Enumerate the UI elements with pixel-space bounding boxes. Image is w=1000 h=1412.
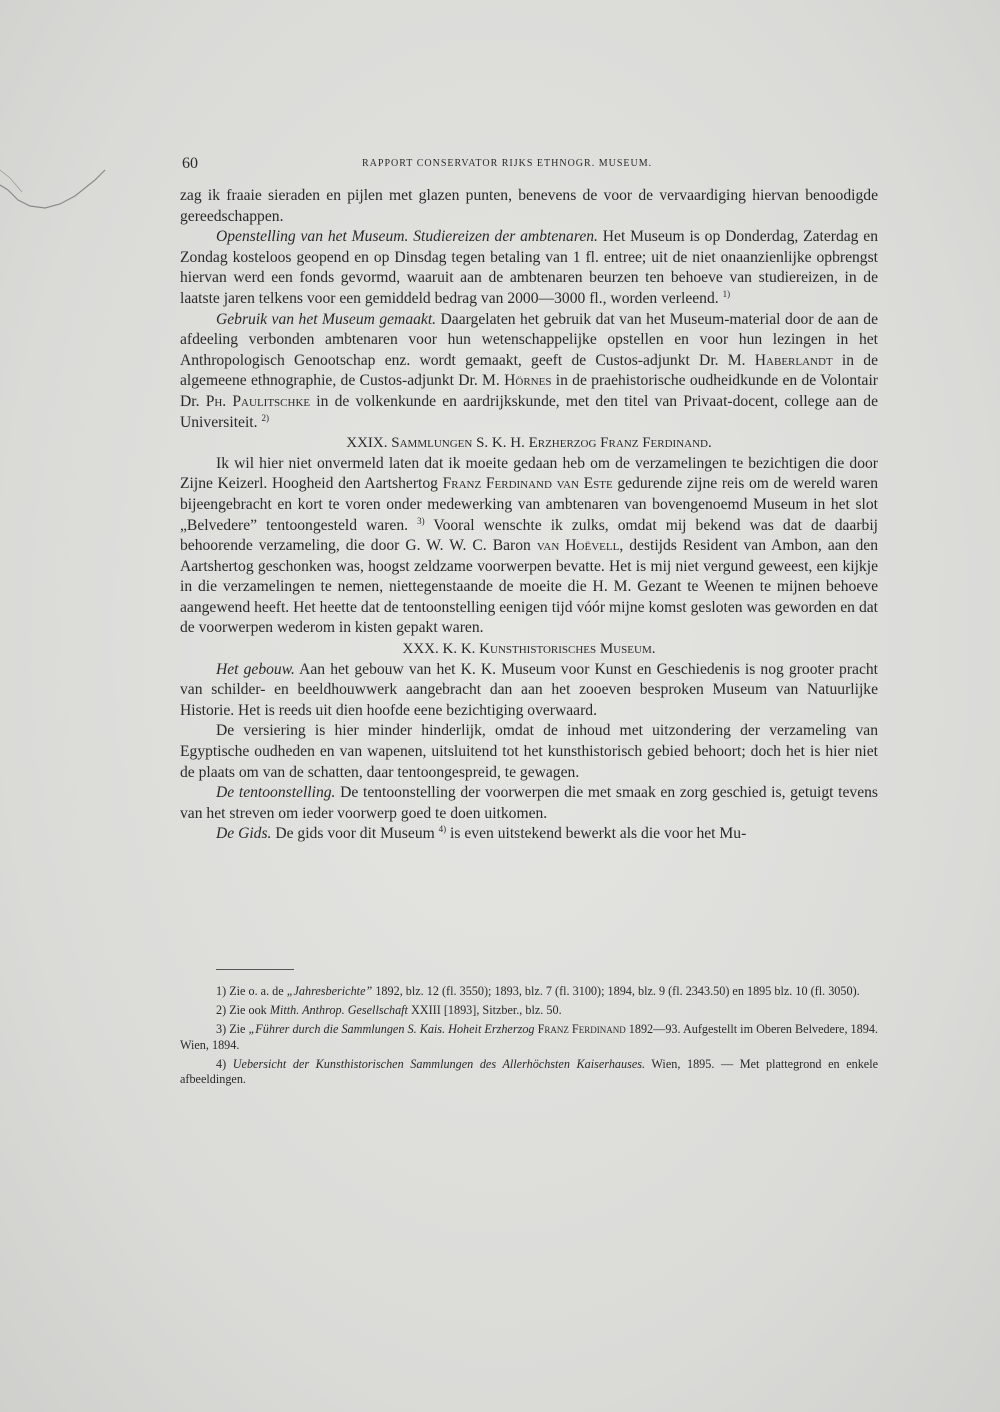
paragraph-text: zag ik fraaie sieraden en pijlen met glazen punten, benevens de voor de vervaardiging hiervan benoodigde gereedschappen.: [180, 187, 878, 225]
paragraph-title: Gebruik van het Museum gemaakt.: [216, 310, 437, 328]
paragraph-text: in de praehistorische oudheidkunde en de Volontair Dr.: [180, 372, 878, 410]
paragraph-title: Openstelling van het Museum. Studiereizen der ambtenaren.: [216, 228, 598, 246]
paragraph-gids: [180, 824, 878, 845]
paragraph-text: Ik wil hier niet onvermeld laten dat ik moeite gedaan heb om de verzamelingen te bezichtigen die door Zijne Keizerl. Hoogheid den Aartshertog: [180, 454, 878, 493]
footnotes: [180, 984, 878, 1091]
main-text: [180, 186, 878, 845]
person-name: Franz Ferdinand: [534, 1022, 626, 1037]
paragraph-text: De tentoonstelling der voorwerpen die met smaak en zorg geschied is, getuigt tevens van het streven om ieder voorwerp goed te doen uitkomen.: [180, 784, 878, 822]
footnote-2: [180, 1003, 878, 1018]
person-name: Ph. Paulitschke: [205, 392, 311, 410]
paragraph-text: Daargelaten het gebruik dat van het Museum-material door de aan de afdeeling verbonden ambtenaren voor hun wetenschappelijke opstellen en voor hun lezingen in het Anthropologisch Genootschap enz. wordt gemaakt, geeft de Custos-adjunkt Dr. M.: [180, 310, 878, 369]
paragraph-text: gedurende zijne reis om de wereld waren bijeengebracht en kort te voren onder medewerking van ambtenaren van bovengenoemd Museum in het slot „Belvedere” tentoongesteld waren.: [180, 475, 879, 534]
footnote-4: [180, 1057, 878, 1087]
paragraph-versiering: [180, 721, 878, 783]
paragraph-text: in de volkenkunde en aardrijkskunde, met den titel van Privaat-docent, college aan de Universiteit.: [180, 392, 879, 431]
person-name: Haberlandt: [754, 351, 833, 369]
paragraph-openstelling: [180, 227, 878, 309]
footnote-3: [180, 1022, 878, 1052]
paragraph-gebruik: [180, 310, 878, 434]
footnote-ref: 2): [261, 412, 269, 423]
paragraph-title: De Gids.: [216, 825, 272, 843]
person-name: van Hoëvell: [536, 537, 620, 555]
footnote-1: [180, 984, 878, 999]
footnote-text: 1) Zie o. a. de: [216, 984, 287, 998]
paragraph-title: Het gebouw.: [216, 660, 295, 678]
footnote-title: „Jahresberichte”: [286, 984, 373, 998]
paragraph-tentoonstelling: [180, 783, 878, 824]
footnote-title: „Führer durch die Sammlungen S. Kais. Hoheit Erzherzog: [248, 1022, 535, 1037]
paragraph-text: De gids voor dit Museum: [271, 825, 439, 843]
section-heading-xxix: XXIX. Sammlungen S. K. H. Erzherzog Franz Ferdinand.: [346, 435, 712, 452]
paragraph-text: is even uitstekend bewerkt als die voor het Mu-: [446, 825, 747, 843]
paragraph-text: Aan het gebouw van het K. K. Museum voor Kunst en Geschiedenis is nog grooter pracht van schilder- en beeldhouwwerk aangebracht dan aan het zooeven besproken Museum van Natuurlijke Historie. Het is reeds uit dien hoofde eene bezichtiging overwaard.: [180, 660, 878, 719]
footnote-divider: [216, 969, 294, 970]
paragraph-continuation: [180, 186, 878, 227]
footnote-text: 3) Zie: [216, 1022, 249, 1037]
paragraph-text: in de algemeene ethnographie, de Custos-adjunkt Dr. M.: [180, 351, 878, 390]
footnote-text: 4): [216, 1056, 233, 1071]
paragraph-title: De tentoonstelling.: [216, 784, 336, 802]
paragraph-sammlungen: [180, 454, 878, 639]
person-name: Hörnes: [504, 372, 552, 390]
running-head: RAPPORT CONSERVATOR RIJKS ETHNOGR. MUSEUM.: [362, 158, 653, 169]
page-header: [182, 155, 878, 173]
footnote-title: Uebersicht der Kunsthistorischen Sammlungen des Allerhöchsten Kaiserhauses.: [232, 1056, 646, 1071]
footnote-ref: 1): [722, 288, 731, 299]
footnote-text: Wien, 1895. — Met plattegrond en enkele afbeeldingen.: [180, 1056, 878, 1087]
paragraph-text: , destijds Resident van Ambon, aan den Aartshertog geschonken was, hoogst zeldzame voorwerpen bevatte. Het is mij niet vergund geweest, een kijkje in die verzamelingen te nemen, niettegenstaande de moeite die H. M. Gezant te Weenen te mijnen behoeve aangewend heeft. Het heette dat de tentoonstelling eenigen tijd vóór mijne komst gesloten was geworden en dat de voorwerpen wederom in kisten gepakt waren.: [180, 537, 879, 637]
paragraph-gebouw: [180, 660, 878, 722]
footnote-text: 1892, blz. 12 (fl. 3550); 1893, blz. 7 (fl. 3100); 1894, blz. 9 (fl. 2343.50) en 1895 blz. 10 (fl. 3050).: [372, 984, 860, 998]
footnote-ref: 4): [438, 824, 447, 835]
footnote-text: XXIII [1893], Sitzber., blz. 50.: [407, 1003, 562, 1018]
paragraph-text: Het Museum is op Donderdag, Zaterdag en Zondag kosteloos geopend en op Dinsdag tegen betaling van 1 fl. entree; uit de niet onaanzienlijke opbrengst hiervan werd een fonds gevormd, waaruit aan de ambtenaren beurzen ten behoeve van studiereizen, in de laatste jaren telkens voor een gemiddeld bedrag van 2000—3000 fl., worden verleend.: [180, 228, 879, 307]
footnote-ref: 3): [417, 515, 425, 526]
footnote-title: Mitth. Anthrop. Gesellschaft: [269, 1003, 408, 1018]
page-number: 60: [182, 155, 198, 172]
paper-fold-mark: [0, 150, 110, 220]
person-name: Franz Ferdinand van Este: [442, 475, 613, 493]
paragraph-text: Vooral wenschte ik zulks, omdat mij bekend was dat de daarbij behoorende verzameling, die door G. W. W. C. Baron: [180, 516, 878, 555]
footnote-text: 2) Zie ook: [216, 1003, 270, 1018]
paragraph-text: De versiering is hier minder hinderlijk, omdat de inhoud met uitzondering der verzameling van Egyptische oudheden en van wapenen, uitsluitend tot het kunsthistorisch gebied behoort; doch het is hier niet de plaats om van de schatten, daar tentoongespreid, te gewagen.: [180, 722, 878, 781]
footnote-text: 1892—93. Aufgestellt im Oberen Belvedere, 1894. Wien, 1894.: [180, 1022, 878, 1052]
section-heading-xxx: XXX. K. K. Kunsthistorisches Museum.: [402, 641, 656, 658]
